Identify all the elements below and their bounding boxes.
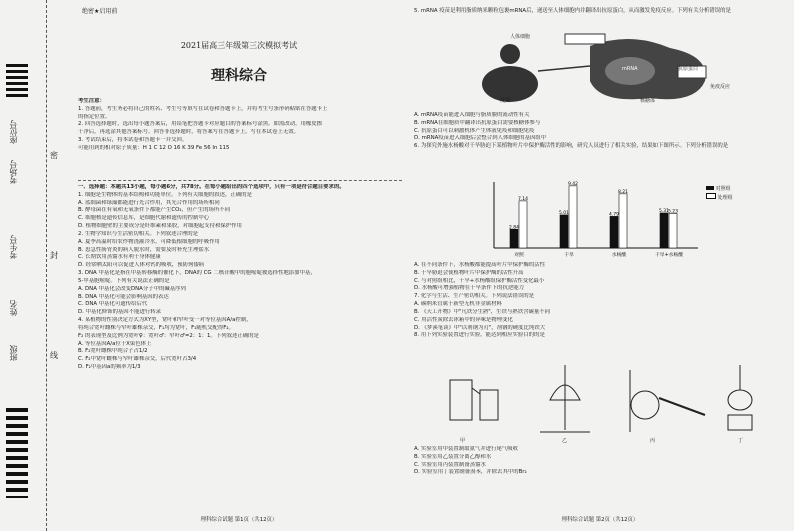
field-room: 考场号 (9, 160, 18, 184)
category-label: 对照 (514, 253, 524, 258)
data-label: 5.31 (658, 208, 670, 214)
page-footer: 理科综合试题 第2页（共12页） (561, 517, 639, 524)
q7-option: C. 用活性炭除去冰箱中的异味是物理变化 (414, 316, 513, 323)
notice-line: 1. 答题前，考生务必将自己的姓名、考生号等填写在试卷和答题卡上，并将考生号条形码粘贴在答题卡上 (78, 105, 328, 112)
question-line: B. F₂宽叶雌株中纯合子占1/2 (78, 348, 148, 355)
q7-option: B. 《天工开物》中"凡铁分生熟"，生铁与熟铁含碳量不同 (414, 308, 551, 315)
seal-char-1: 密 (50, 151, 58, 160)
q8-option: B. 实验室用乙装置分离乙醇和水 (414, 453, 492, 460)
q6-option: D. 水杨酸可增强植物在干旱条件下的抗逆能力 (414, 285, 525, 292)
q5-option: C. 抗原蛋白可以刺激机体产生体液免疫和细胞免疫 (414, 127, 535, 134)
barcode-top (6, 64, 28, 100)
legend-label-control: 对照组 (715, 186, 731, 192)
label-ribosome: 核糖体 (640, 98, 656, 104)
fig-label-b: 乙 (562, 438, 568, 444)
legend-item (706, 186, 733, 193)
notice-line: 的指定位置。 (78, 113, 111, 120)
bar (569, 186, 577, 248)
field-seat: 座位号 (9, 120, 18, 144)
q8-stem: 8. 用下列实验装置进行实验，能达到相应实验目的的是 (414, 332, 545, 339)
field-name: 姓名 (9, 300, 18, 316)
page-footer: 理科综合试题 第1页（共12页） (200, 517, 278, 524)
question-line: D. 植物细胞壁的主要成分是纤维素和果胶，对细胞起支持和保护作用 (78, 223, 242, 230)
page-1 (74, 0, 404, 531)
data-label: 8.21 (617, 189, 629, 195)
barcode-bottom (6, 408, 28, 498)
question-line: D. 甲基化修饰的基因不能进行转录 (78, 309, 162, 316)
q6-option: B. 干旱胁迫会使植物叶片中保护酶的活性升高 (414, 269, 524, 276)
category-label: 干旱 (564, 253, 574, 258)
legend-label-treat: 处理组 (717, 195, 733, 202)
notice-line: 3. 考试结束后，将本试卷和答题卡一并交回。 (78, 137, 188, 144)
question-line: B. 患急性肠胃炎的病人脱水时，需要及时补充生理盐水 (78, 246, 210, 253)
question-line: C. DNA 甲基化可遗传给后代 (78, 301, 148, 308)
label-antigen: 抗原蛋白 (678, 66, 699, 72)
notice-line: 2. 回答选择题时，选出每小题答案后，用铅笔把答题卡对应题目的答案标号涂黑。如需改动，用橡皮擦 (78, 121, 323, 128)
question-line: D. 经常晒太阳可以促进人体对钙的吸收，预防佝偻病 (78, 262, 205, 269)
fig-label-a: 甲 (460, 438, 466, 444)
q8-option: C. 实验室用丙装置制备蒸馏水 (414, 461, 486, 468)
label-vaccine: 疫苗 (500, 98, 511, 104)
q8-option: A. 实验室用甲装置制取氨气并进行尾气吸收 (414, 446, 519, 452)
lab-apparatus (440, 360, 770, 438)
question-line: A. 等位基因A/a位于X染色体上 (78, 340, 152, 347)
question-line: A. 夏季高温时给农作物浇灌冷水，可降低根细胞的呼吸作用 (78, 238, 220, 245)
secret-label: 绝密★启用前 (82, 8, 118, 15)
label-immune: 免疫反应 (710, 84, 731, 90)
label-mrna: mRNA (622, 66, 638, 72)
notice-list (78, 106, 400, 153)
bar (610, 216, 618, 248)
q5-option: D. mRNA疫苗进入细胞后会整合到人体细胞的基因组中 (414, 135, 547, 142)
data-label: 5.23 (667, 209, 679, 215)
question-line: 5-甲基胞嘧啶。下列有关说法正确的是 (78, 277, 170, 284)
question-line: C. 细胞核是遗传信息库，是细胞代谢和遗传的控制中心 (78, 215, 210, 222)
question-line: C. 长期饮用蒸馏水有利于身体健康 (78, 254, 161, 261)
section-heading: 一、选择题：本题共13小题，每小题6分，共78分。在每小题给出的四个选项中，只有一项是符合题目要求的。 (78, 184, 345, 190)
category-label: 干旱+水杨酸 (654, 253, 684, 258)
question-line: B. 酵母菌在有氧和无氧条件下都能产生CO₂，但产生的场所不同 (78, 207, 231, 214)
bar (660, 213, 668, 248)
left-strip (0, 0, 32, 531)
field-class: 班级 (9, 345, 18, 361)
label-cell: 人体细胞 (510, 34, 531, 40)
bar (619, 194, 627, 248)
data-label: 7.14 (517, 196, 529, 202)
q7-option: A. 碳纳米管属于新型无机非金属材料 (414, 301, 502, 308)
category-label: 水杨酸 (611, 253, 627, 258)
page-2 (410, 0, 790, 531)
bar (669, 213, 677, 248)
subject-title: 理科综合 (211, 68, 267, 84)
fig-label-d: 丁 (738, 438, 744, 444)
q5-stem: 5. mRNA 疫苗是利用脂质纳米颗粒包裹mRNA后，递送至人体细胞内并翻译出抗原蛋白，从而激发免疫反应。下列有关分析错误的是 (414, 8, 731, 14)
binding-line (32, 0, 72, 531)
question-line: 将纯合宽叶雌株与窄叶雄株杂交，F₁均为宽叶，F₁随机交配得F₂。 (78, 324, 234, 331)
seal-char-2: 封 (50, 251, 58, 260)
q6-stem: 6. 为探究外施水杨酸对干旱胁迫下某植物叶片中保护酶活性的影响，研究人员进行了相关实验，结果如下图所示。下列分析错误的是 (414, 143, 729, 150)
question-line: F₂ 的表现型及比例为宽叶♀：宽叶♂：窄叶♂=2：1：1。下列叙述正确的是 (78, 332, 259, 339)
chart-legend (706, 186, 733, 203)
notice-head: 考生注意： (78, 98, 105, 104)
question-line: 4. 某植物的性别决定方式为XY型，宽叶和窄叶受一对等位基因A/a控制， (78, 317, 252, 324)
question-line: D. F₂中基因a的频率为1/3 (78, 364, 141, 371)
q6-option: A. 在不同条件下，水杨酸都能提高叶片中保护酶的活性 (414, 262, 546, 268)
question-list (78, 192, 402, 372)
data-label: 5.01 (558, 210, 570, 216)
data-label: 9.42 (567, 181, 579, 187)
exam-title: 2021届高三年级第三次模拟考试 (180, 41, 298, 50)
notice-line: 可能用到的相对原子质量：H 1 C 12 O 16 K 39 Fe 56 In 115 (78, 144, 230, 151)
q7-option: D. 《梦溪笔谈》中"以剂钢为刃"，剂钢的硬度比纯铁大 (414, 324, 546, 331)
q7-stem: 7. 化学与生活、生产密切相关。下列说法错误的是 (414, 293, 535, 300)
bar (519, 201, 527, 248)
fig-label-c: 丙 (650, 438, 656, 444)
question-line: A. DNA 甲基化会改变DNA分子中的碱基序列 (78, 285, 186, 292)
q5-option: A. mRNA疫苗能进入细胞与脂质膜的流动性有关 (414, 112, 530, 118)
question-line: 2. 生物学知识与生活密切相关。下列叙述合理的是 (78, 230, 199, 237)
notice-line: 干净后，再选涂其他答案标号。回答非选择题时，将答案写在答题卡上。写在本试卷上无效。 (78, 129, 300, 136)
seal-char-3: 线 (50, 351, 58, 360)
question-line: A. 蓝细菌和绿藻都能进行光合作用，其光合作用的场所相同 (78, 199, 220, 206)
question-line: 1. 细胞是生物体的基本结构和功能单位。下列有关细胞的叙述，正确的是 (78, 191, 252, 198)
legend-item (706, 193, 733, 202)
question-line: 3. DNA 甲基化是指在甲基转移酶的催化下，DNA的 CG 二核苷酸中的胞嘧啶被选择性地添加甲基， (78, 270, 316, 277)
bar (510, 229, 518, 248)
question-line: C. F₂中宽叶雌株与窄叶雄株杂交，后代宽叶占3/4 (78, 356, 197, 363)
data-label: 4.79 (608, 212, 620, 218)
q5-option: B. mRNA在细胞质中翻译出抗原蛋白需要核糖体参与 (414, 119, 541, 126)
q6-option: C. 与对照组相比，干旱+水杨酸组保护酶活性变化最小 (414, 277, 545, 284)
question-line: B. DNA 甲基化可能会影响基因的表达 (78, 293, 169, 300)
q8-option: D. 实验室用丁装置制备溴苯，并除去其中的Br₂ (414, 469, 527, 476)
data-label: 2.84 (508, 225, 520, 231)
enzyme-activity-chart (480, 178, 700, 258)
bar (560, 215, 568, 248)
field-candidate: 考生号 (9, 235, 18, 259)
